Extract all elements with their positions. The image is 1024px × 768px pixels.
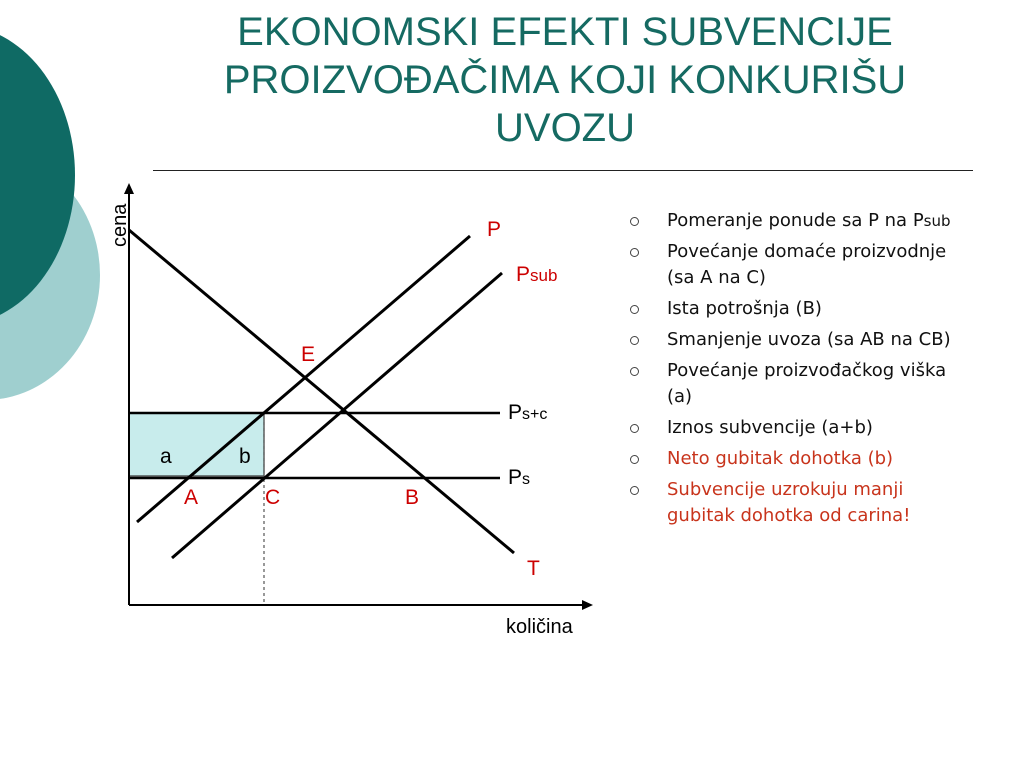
supply-sub-suffix: sub	[530, 266, 558, 285]
area-b-label: b	[239, 445, 251, 468]
bullet-item	[628, 296, 968, 322]
y-axis-label: cena	[109, 203, 131, 247]
bullet-circle-icon	[630, 486, 639, 495]
bullet-circle-icon	[630, 424, 639, 433]
point-b-label: B	[405, 486, 420, 509]
subsidy-price-suffix: s+c	[522, 406, 548, 423]
point-c-label: C	[265, 486, 281, 509]
x-axis-label: količina	[506, 616, 573, 638]
bullet-suffix: sub	[923, 212, 951, 230]
demand-curve-label: T	[527, 557, 540, 580]
bullet-circle-icon	[630, 248, 639, 257]
subsidy-price-main: P	[508, 401, 523, 424]
area-a-label: a	[160, 445, 172, 468]
bullet-circle-icon	[630, 336, 639, 345]
subsidy-price-label	[508, 401, 547, 424]
supply-sub-curve-label	[516, 263, 557, 286]
bullet-item	[628, 327, 968, 353]
bullet-text: Smanjenje uvoza (sa AB na CB)	[667, 329, 951, 350]
bullet-text: Ista potrošnja (B)	[667, 298, 822, 319]
bullet-text: Pomeranje ponude sa P na P	[667, 210, 924, 231]
bullet-item	[628, 239, 968, 291]
bullet-text: Neto gubitak dohotka (b)	[667, 448, 894, 469]
bullet-text: Povećanje proizvođačkog viška (a)	[667, 360, 947, 407]
world-price-suffix: s	[522, 471, 531, 488]
x-axis-arrow	[582, 600, 593, 610]
title-line-2: PROIZVOĐAČIMA KOJI KONKURIŠU	[223, 58, 907, 102]
bullet-list	[628, 208, 968, 534]
bullet-circle-icon	[630, 455, 639, 464]
world-price-main: P	[508, 466, 523, 489]
point-e-label: E	[301, 343, 316, 366]
title-line-1: EKONOMSKI EFEKTI SUBVENCIJE	[237, 10, 893, 54]
bullet-circle-icon	[630, 367, 639, 376]
supply-sub-main: P	[516, 263, 531, 286]
supply-curve-label: P	[487, 218, 502, 241]
y-axis-arrow	[124, 183, 134, 194]
bullet-text: Iznos subvencije (a+b)	[667, 417, 873, 438]
bullet-text: Povećanje domaće proizvodnje (sa A na C)	[667, 241, 947, 288]
bullet-circle-icon	[630, 217, 639, 226]
world-price-label	[508, 466, 530, 489]
bullet-item	[628, 477, 968, 529]
bullet-item	[628, 358, 968, 410]
bullet-item	[628, 208, 968, 234]
bullet-item	[628, 415, 968, 441]
title-line-3: UVOZU	[495, 106, 635, 150]
bullet-circle-icon	[630, 305, 639, 314]
bullet-item	[628, 446, 968, 472]
bullet-text: Subvencije uzrokuju manji gubitak dohotka od carina!	[667, 479, 911, 526]
point-a-label: A	[184, 486, 199, 509]
